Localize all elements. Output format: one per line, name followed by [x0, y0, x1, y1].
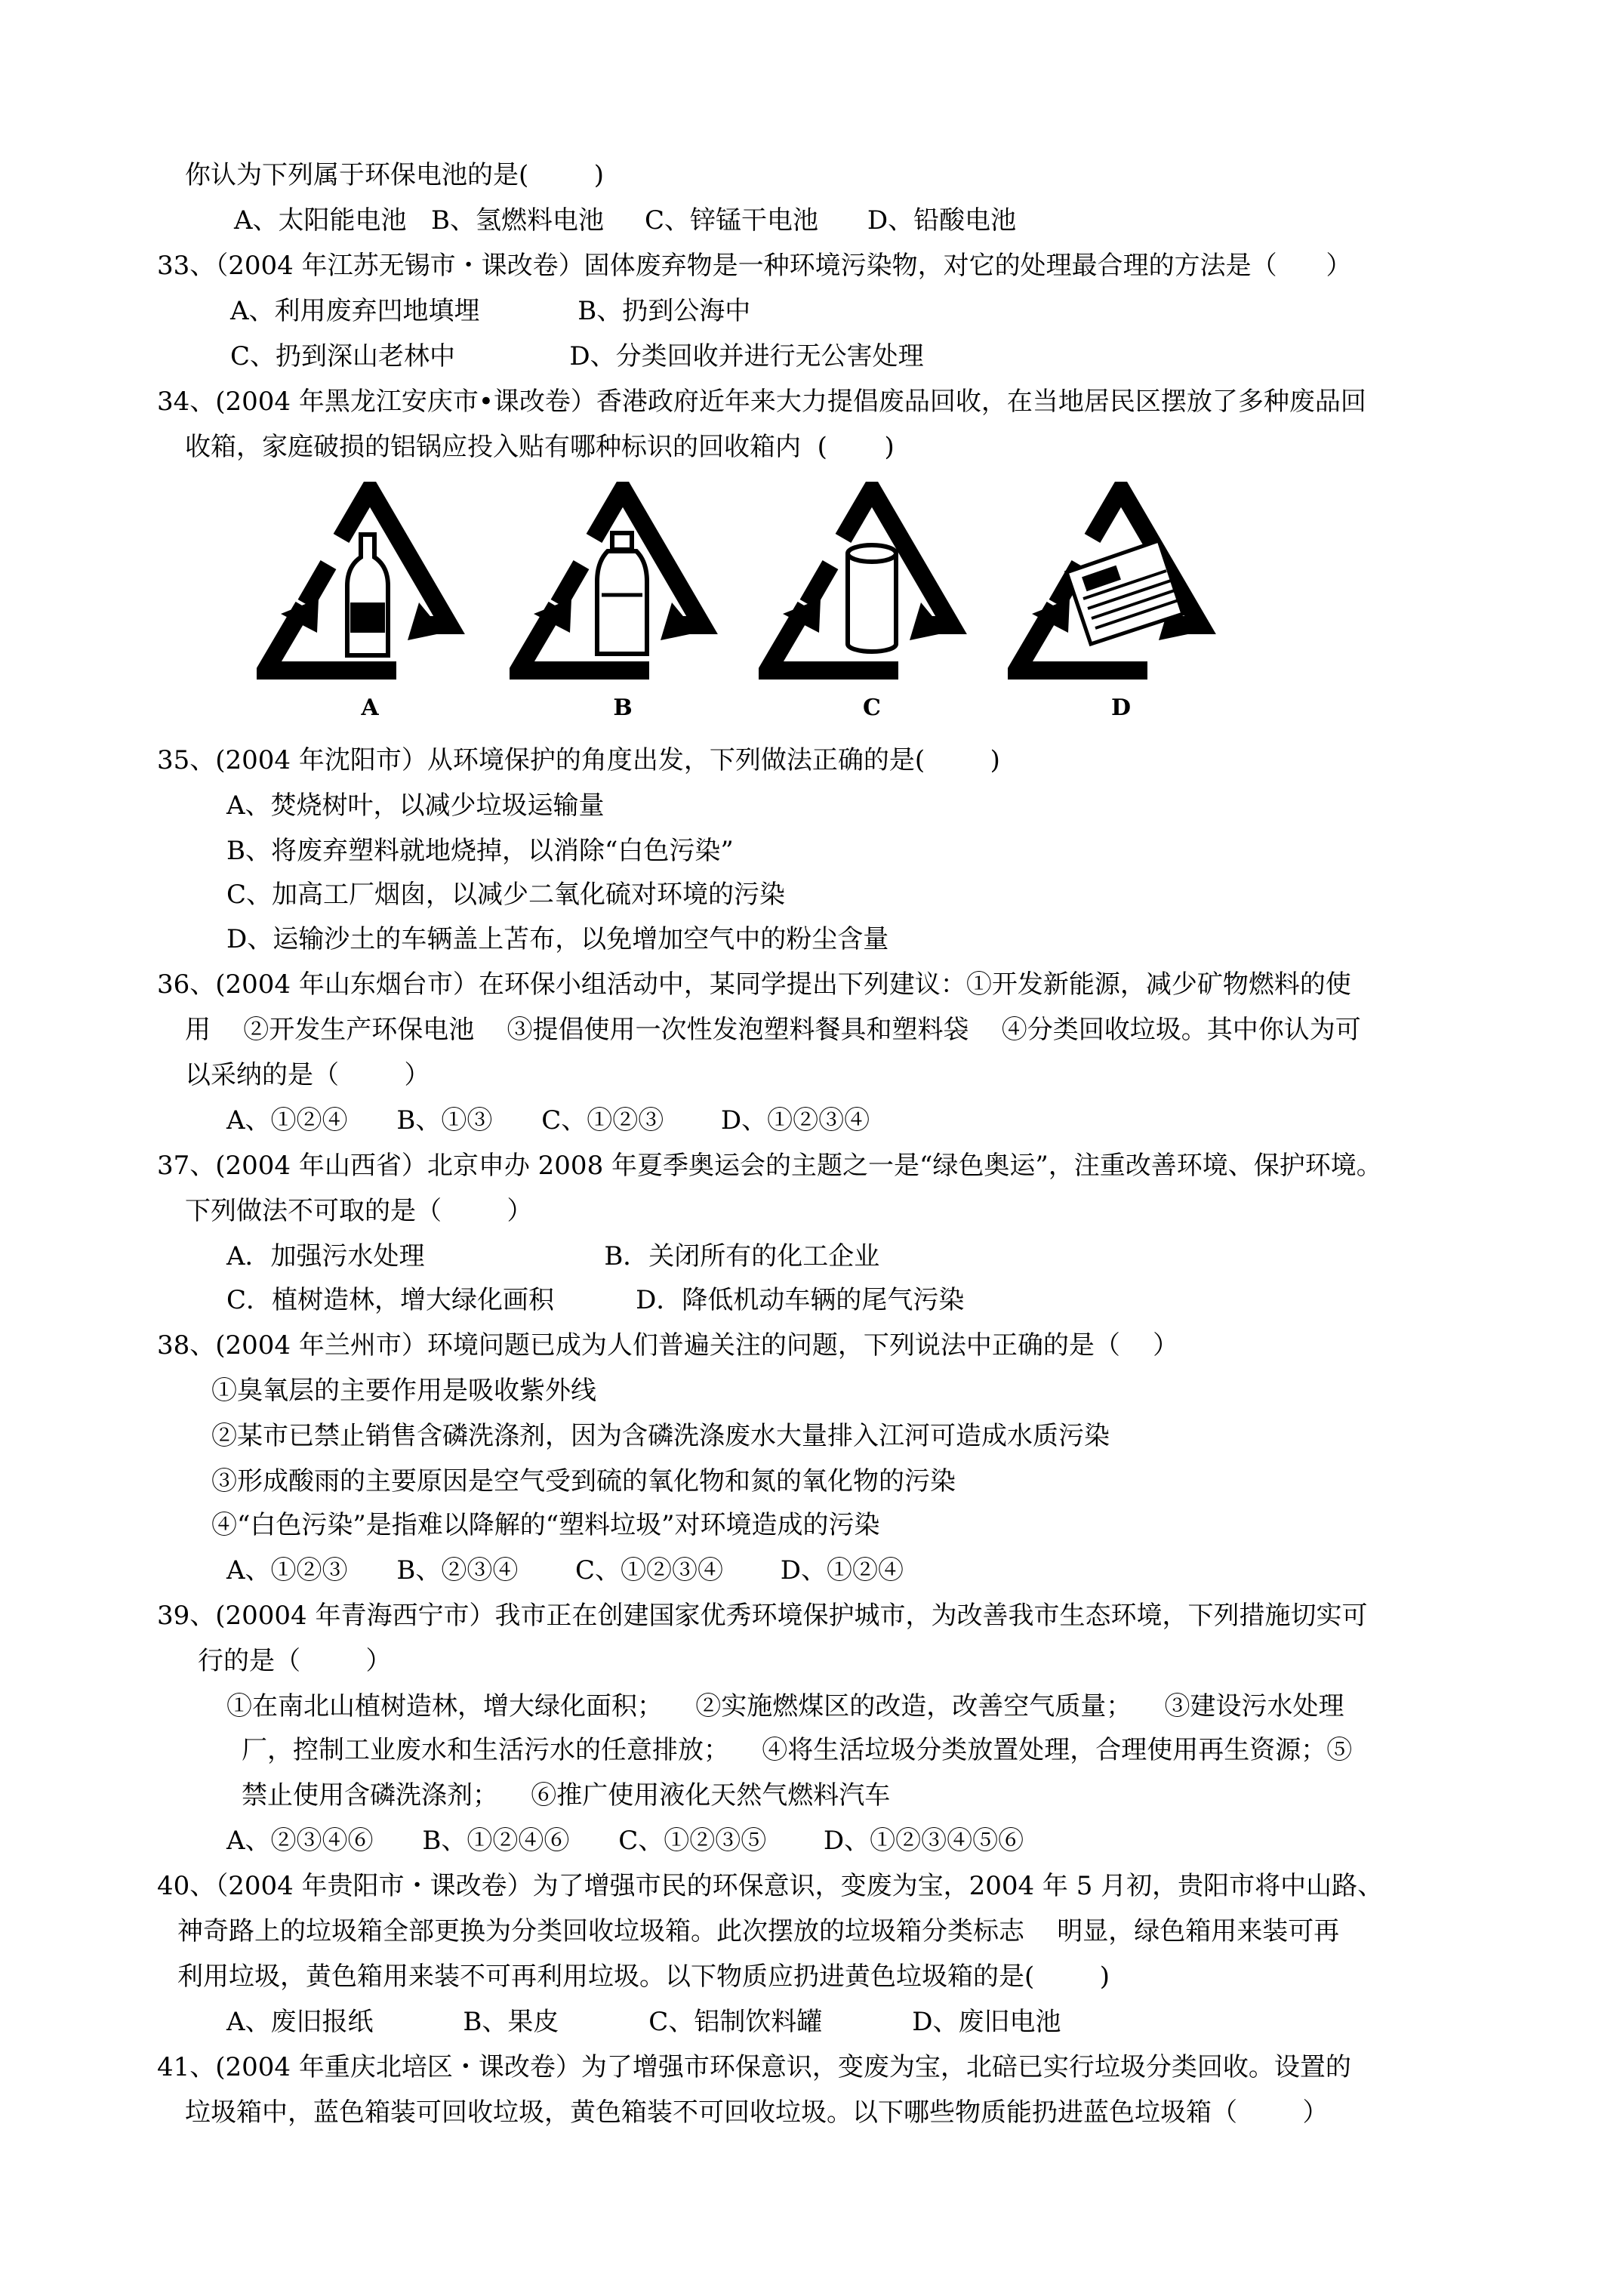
recycle-metal-can-icon [759, 482, 985, 693]
q36-stem: 36、(2004 年山东烟台市）在环保小组活动中，某同学提出下列建议：①开发新能源，减少矿物燃料的使 [157, 969, 1351, 1000]
q39-options: A、②③④⑥ B、①②④⑥ C、①②③⑤ D、①②③④⑤⑥ [226, 1826, 1024, 1856]
q35-option-b: B、将废弃塑料就地烧掉，以消除“白色污染” [226, 836, 734, 866]
q37-options-1: A．加强污水处理 B．关闭所有的化工企业 [226, 1241, 880, 1271]
q38-statement-4: ④“白色污染”是指难以降解的“塑料垃圾”对环境造成的污染 [211, 1510, 880, 1540]
q38-statement-2: ②某市已禁止销售含磷洗涤剂，因为含磷洗涤废水大量排入江河可造成水质污染 [211, 1421, 1110, 1451]
q40-stem-3: 利用垃圾，黄色箱用来装不可再利用垃圾。以下物质应扔进黄色垃圾箱的是( ) [177, 1962, 1110, 1992]
q34-stem: 34、(2004 年黑龙江安庆市•课改卷）香港政府近年来大力提倡废品回收，在当地居民区摆放了多种废品回 [157, 387, 1366, 417]
recycle-symbol-d [1008, 482, 1234, 721]
q40-options: A、废旧报纸 B、果皮 C、铝制饮料罐 D、废旧电池 [226, 2007, 1061, 2037]
symbol-label-c: C [863, 695, 881, 721]
q39-stem: 39、(20004 年青海西宁市）我市正在创建国家优秀环境保护城市，为改善我市生态环境，下列措施切实可 [157, 1601, 1368, 1631]
q40-stem: 40、（2004 年贵阳市・课改卷）为了增强市民的环保意识，变废为宝，2004 年 5 月初，贵阳市将中山路、 [157, 1871, 1384, 1901]
recycle-plastic-bottle-icon [510, 482, 736, 693]
q37-stem: 37、(2004 年山西省）北京申办 2008 年夏季奥运会的主题之一是“绿色奥运”，注重改善环境、保护环境。 [157, 1151, 1382, 1181]
q39-measures-3: 禁止使用含磷洗涤剂； ⑥推广使用液化天然气燃料汽车 [242, 1780, 891, 1811]
q33-options-2: C、扔到深山老林中 D、分类回收并进行无公害处理 [230, 341, 924, 371]
symbol-label-d: D [1110, 695, 1131, 721]
q35-option-a: A、焚烧树叶，以减少垃圾运输量 [226, 791, 605, 821]
q36-stem-3: 以采纳的是（ ） [185, 1060, 430, 1090]
q35-stem: 35、(2004 年沈阳市）从环境保护的角度出发，下列做法正确的是( ) [157, 745, 1000, 775]
q38-stem: 38、(2004 年兰州市）环境问题已成为人们普遍关注的问题，下列说法中正确的是（ ） [157, 1330, 1179, 1361]
recycle-symbol-a [257, 482, 483, 721]
q38-options: A、①②③ B、②③④ C、①②③④ D、①②④ [226, 1555, 904, 1586]
recycling-symbols-figure [257, 482, 1253, 731]
q39-stem-2: 行的是（ ） [198, 1646, 392, 1676]
q41-stem: 41、(2004 年重庆北培区・课改卷）为了增强市环保意识，变废为宝，北碚已实行垃圾分类回收。设置的 [157, 2052, 1351, 2082]
q35-option-d: D、运输沙土的车辆盖上苫布，以免增加空气中的粉尘含量 [226, 924, 889, 954]
symbol-label-b: B [613, 695, 633, 721]
q32-options: A、太阳能电池 B、氢燃料电池 C、锌锰干电池 D、铅酸电池 [234, 205, 1017, 236]
q41-stem-2: 垃圾箱中，蓝色箱装可回收垃圾，黄色箱装不可回收垃圾。以下哪些物质能扔进蓝色垃圾箱（ ） [185, 2097, 1329, 2128]
recycle-newspaper-icon [1008, 482, 1234, 693]
q35-option-c: C、加高工厂烟囱，以减少二氧化硫对环境的污染 [226, 880, 786, 910]
q38-statement-3: ③形成酸雨的主要原因是空气受到硫的氧化物和氮的氧化物的污染 [211, 1466, 956, 1496]
q37-options-2: C．植树造林，增大绿化画积 D．降低机动车辆的尾气污染 [226, 1285, 965, 1315]
q40-stem-2: 神奇路上的垃圾箱全部更换为分类回收垃圾箱。此次摆放的垃圾箱分类标志 明显，绿色箱用来装可再 [177, 1916, 1340, 1946]
symbol-label-a: A [361, 695, 379, 721]
recycle-symbol-c [759, 482, 985, 721]
q39-measures-1: ①在南北山植树造林，增大绿化面积； ②实施燃煤区的改造，改善空气质量； ③建设污水处理 [226, 1691, 1344, 1721]
q37-stem-2: 下列做法不可取的是（ ） [185, 1196, 533, 1226]
q36-stem-2: 用 ②开发生产环保电池 ③提倡使用一次性发泡塑料餐具和塑料袋 ④分类回收垃圾。其中你认为可 [185, 1015, 1361, 1045]
recycle-symbol-b [510, 482, 736, 721]
q34-stem-2: 收箱，家庭破损的铝锅应投入贴有哪种标识的回收箱内 ( ) [185, 432, 895, 462]
q38-statement-1: ①臭氧层的主要作用是吸收紫外线 [211, 1376, 596, 1406]
q39-measures-2: 厂，控制工业废水和生活污水的任意排放； ④将生活垃圾分类放置处理，合理使用再生资源；⑤ [242, 1735, 1353, 1765]
recycle-glass-bottle-icon [257, 482, 483, 693]
q33-options-1: A、利用废弃凹地填埋 B、扔到公海中 [230, 296, 751, 326]
q36-options: A、①②④ B、①③ C、①②③ D、①②③④ [226, 1105, 870, 1136]
q33-stem: 33、（2004 年江苏无锡市・课改卷）固体废弃物是一种环境污染物，对它的处理最合理的方法是（ ） [157, 251, 1352, 281]
q32-continuation: 你认为下列属于环保电池的是( ) [185, 160, 604, 190]
